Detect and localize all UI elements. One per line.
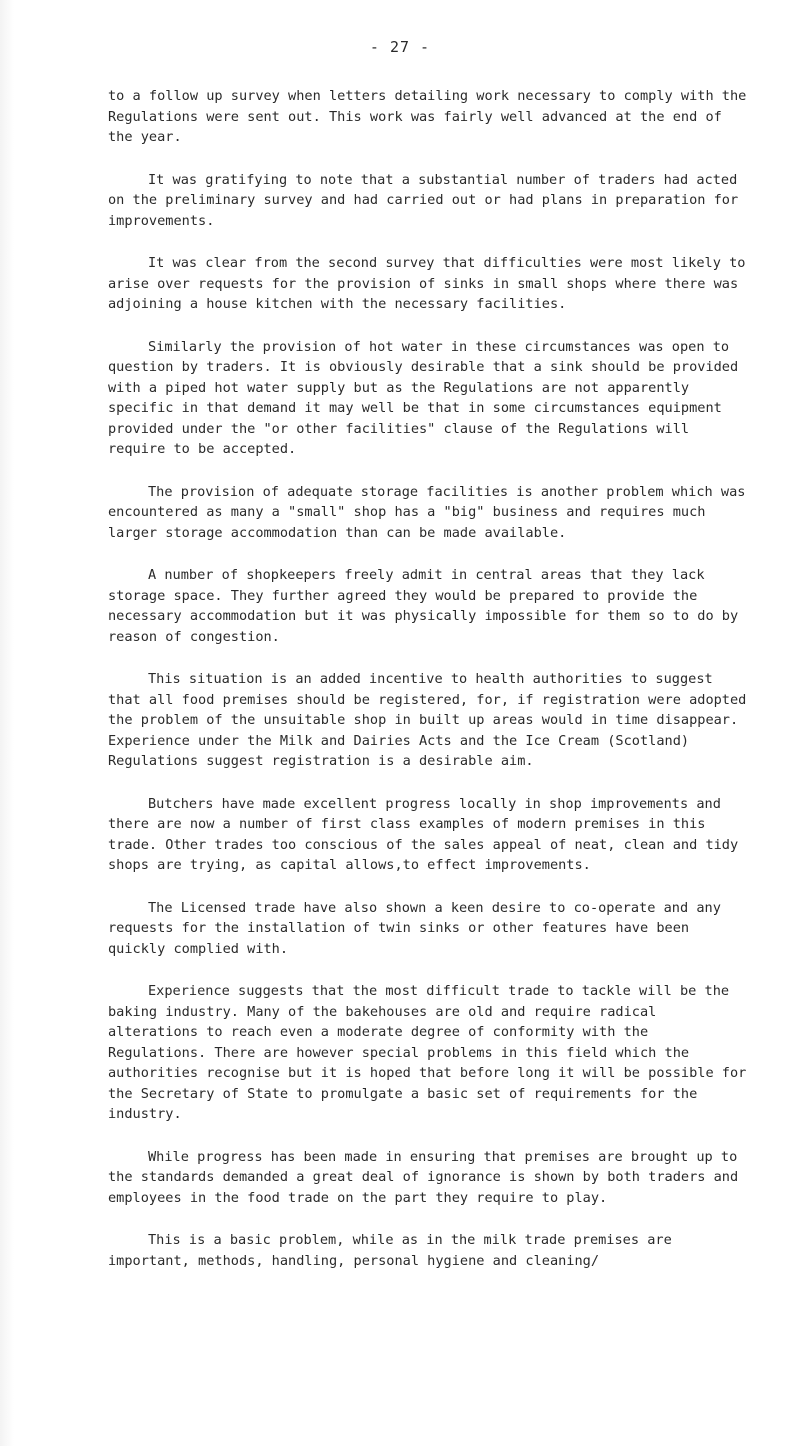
paragraph-baking-industry: Experience suggests that the most difficult trade to tackle will be the baking industry. Many of the bakehouses are old and require radical alterations to reach even a moderate degree of conformity with the Regulations. There are however special problems in this field which the authorities recognise but it is hoped that before long it will be possible for the Secretary of State to promulgate a basic set of requirements for the industry.: [108, 983, 747, 1122]
paragraph-licensed-trade: The Licensed trade have also shown a keen desire to co-operate and any requests for the installation of twin sinks or other features have been quickly complied with.: [108, 899, 721, 957]
paragraph-sinks-difficulty: It was clear from the second survey that difficulties were most likely to arise over requests for the provision of sinks in small shops where there was adjoining a house kitchen with the necessary facilities.: [108, 255, 746, 312]
paragraph-butchers: Butchers have made excellent progress locally in shop improvements and there are now a number of first class examples of modern premises in this trade. Other trades too conscious of the sales appeal of neat, clean and tidy shops are trying, as capital allows,to effect improvements.: [108, 795, 739, 873]
paragraph-progress-ignorance: While progress has been made in ensuring that premises are brought up to the standards demanded a great deal of ignorance is shown by both traders and employees in the food trade on the part they require to play.: [108, 1148, 739, 1206]
paragraph-registration: This situation is an added incentive to health authorities to suggest that all food premises should be registered, for, if registration were adopted the problem of the unsuitable shop in built up areas would in time disappear. Experience under the Milk and Dairies Acts and the Ice Cream (Scotland) Regulations suggest registration is a desirable aim.: [108, 671, 747, 769]
page-number: - 27 -: [369, 38, 431, 56]
body-text: [108, 86, 748, 1293]
paragraph-traders-acted: It was gratifying to note that a substantial number of traders had acted on the preliminary survey and had carried out or had plans in preparation for improvements.: [108, 171, 739, 229]
scan-edge-shadow: [0, 0, 14, 1446]
paragraph-hot-water: Similarly the provision of hot water in these circumstances was open to question by traders. It is obviously desirable that a sink should be provided with a piped hot water supply but as the Regulations are not apparently specific in that demand it may well be that in some circumstances equipment provided under the "or other facilities" clause of the Regulations will require to be accepted.: [108, 338, 739, 457]
paragraph-continuation: to a follow up survey when letters detailing work necessary to comply with the Regulations were sent out. This work was fairly well advanced at the end of the year.: [108, 88, 747, 145]
paragraph-storage-facilities: The provision of adequate storage facilities is another problem which was encountered as many a "small" shop has a "big" business and requires much larger storage accommodation than can be made available.: [108, 483, 746, 541]
paragraph-basic-problem: This is a basic problem, while as in the milk trade premises are important, methods, handling, personal hygiene and cleaning/: [108, 1232, 672, 1269]
paragraph-storage-space: A number of shopkeepers freely admit in central areas that they lack storage space. They further agreed they would be prepared to provide the necessary accommodation but it was physically impossible for them so to do by reason of congestion.: [108, 567, 739, 645]
